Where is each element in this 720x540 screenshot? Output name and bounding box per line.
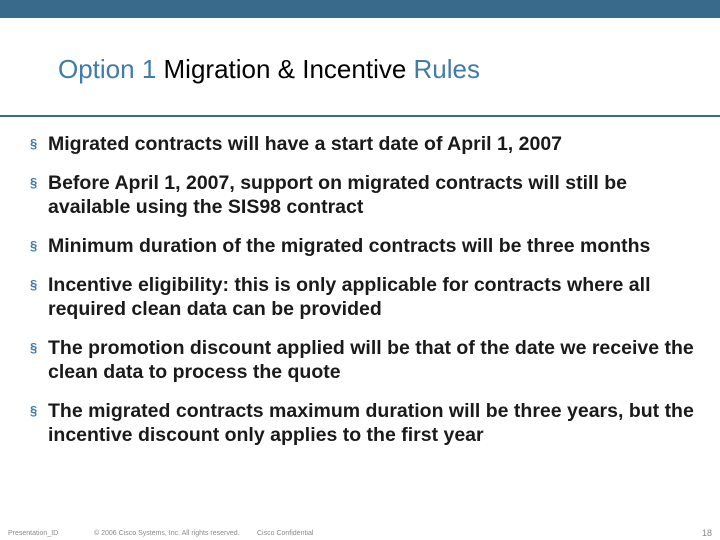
bullet-text: Incentive eligibility: this is only applicable for contracts where all required clean data can be provided [48, 274, 651, 320]
bullet-item [30, 234, 705, 258]
bullet-marker-icon: § [30, 277, 38, 292]
bullet-marker-icon: § [30, 238, 38, 253]
slide-footer [0, 527, 720, 540]
bullet-marker-icon: § [30, 175, 38, 190]
bullet-item [30, 399, 705, 447]
footer-copyright: © 2006 Cisco Systems, Inc. All rights reserved. [94, 530, 240, 537]
bullet-marker-icon: § [30, 340, 38, 355]
bullet-item [30, 132, 705, 156]
bullet-text: The promotion discount applied will be that of the date we receive the clean data to process the quote [48, 337, 694, 383]
bullet-item [30, 171, 705, 219]
bullet-marker-icon: § [30, 136, 38, 151]
bullet-text: Before April 1, 2007, support on migrated contracts will still be available using the SIS98 contract [48, 172, 627, 218]
bullet-text: The migrated contracts maximum duration will be three years, but the incentive discount only applies to the first year [48, 400, 694, 446]
bullet-item [30, 336, 705, 384]
footer-presentation-id: Presentation_ID [8, 530, 59, 537]
header-bar [0, 0, 720, 18]
title-part-rules: Rules [413, 54, 481, 84]
bullet-marker-icon: § [30, 403, 38, 418]
bullet-item [30, 273, 705, 321]
page-number: 18 [701, 528, 712, 538]
title-part-option: Option 1 [58, 54, 164, 84]
slide-title [58, 54, 480, 85]
footer-confidential: Cisco Confidential [257, 530, 314, 537]
title-part-main: Migration & Incentive [163, 54, 414, 84]
bullet-text: Migrated contracts will have a start date of April 1, 2007 [48, 133, 563, 155]
bullet-text: Minimum duration of the migrated contracts will be three months [48, 235, 651, 257]
bullet-list [30, 132, 705, 462]
title-divider [0, 115, 720, 117]
